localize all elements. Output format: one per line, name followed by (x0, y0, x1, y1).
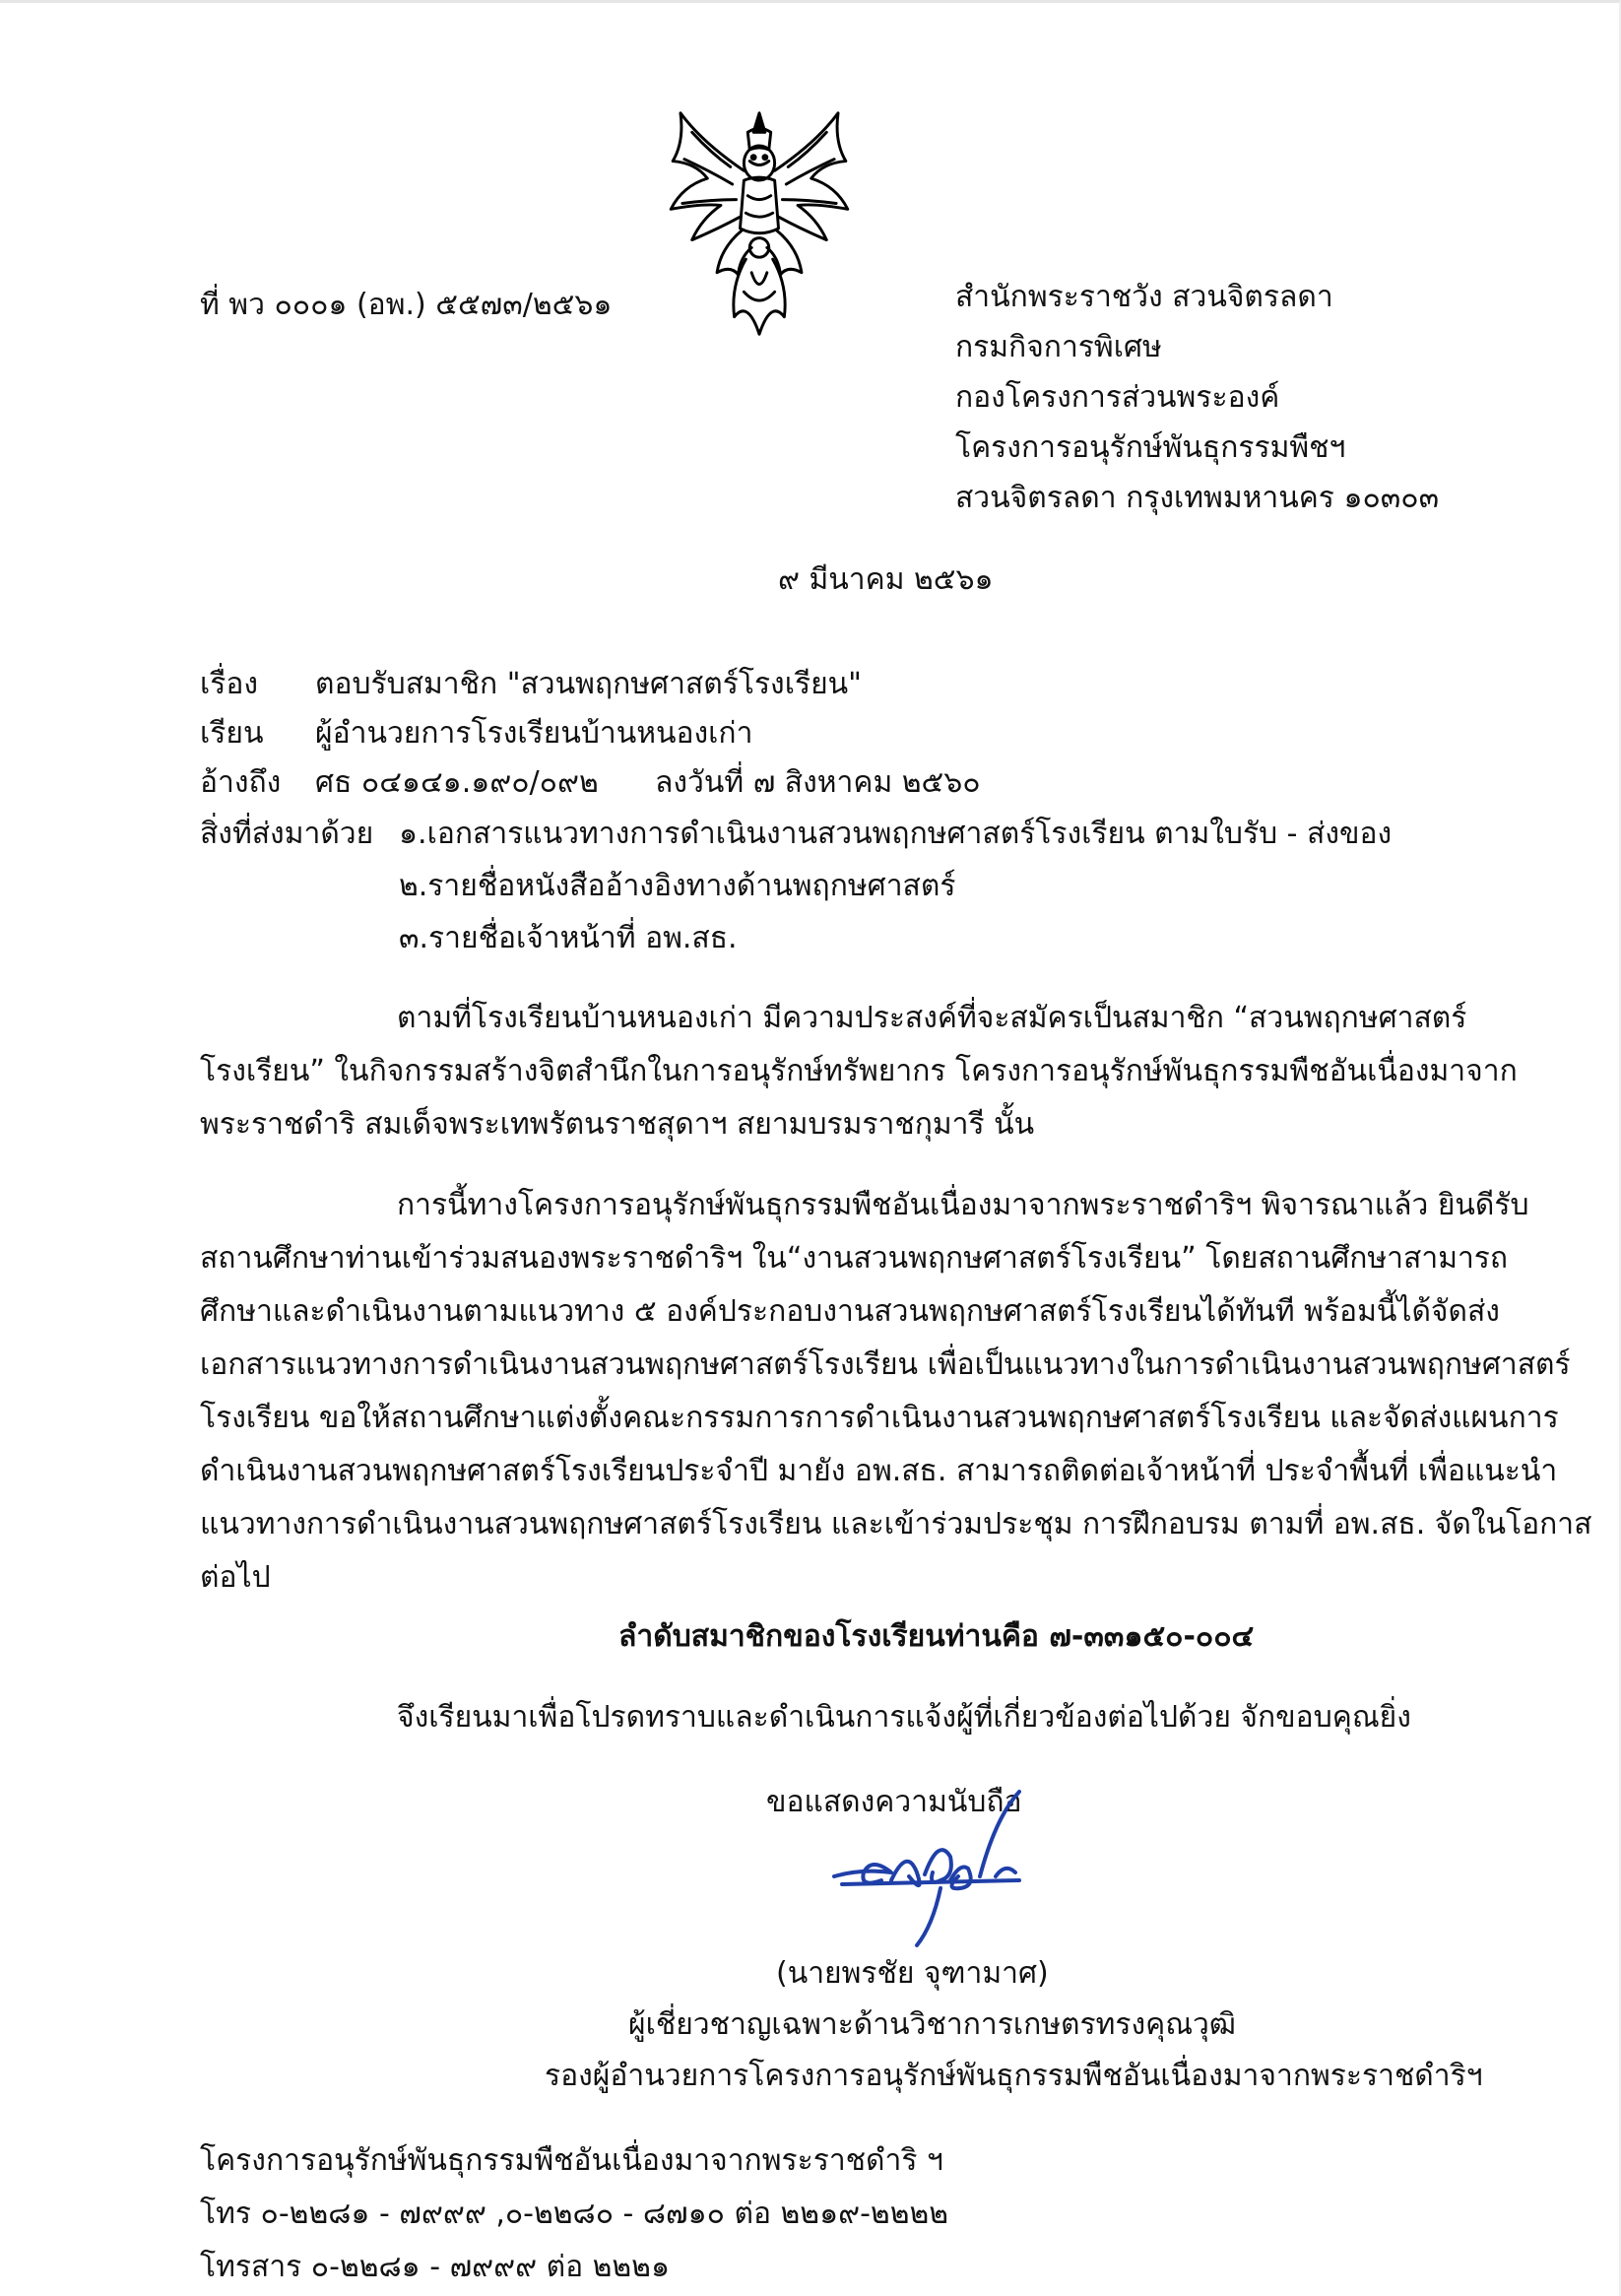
footer-fax: โทรสาร ๐-๒๒๘๑ - ๗๙๙๙ ต่อ ๒๒๒๑ (200, 2250, 670, 2284)
body-paragraph-2-line: การนี้ทางโครงการอนุรักษ์พันธุกรรมพืชอันเนื่องมาจากพระราชดำริฯ พิจารณาแล้ว ยินดีรับ (397, 1188, 1529, 1222)
handwritten-signature (822, 1778, 1059, 1950)
enclosure-item: ๓.รายชื่อเจ้าหน้าที่ อพ.สธ. (399, 921, 738, 955)
subject-label: เรื่อง (200, 667, 259, 701)
body-paragraph-2-line: เอกสารแนวทางการดำเนินงานสวนพฤกษศาสตร์โรงเรียน เพื่อเป็นแนวทางในการดำเนินงานสวนพฤกษศาสตร์ (200, 1347, 1571, 1382)
enclosures-label: สิ่งที่ส่งมาด้วย (200, 817, 374, 851)
body-paragraph-1-line: โรงเรียน” ในกิจกรรมสร้างจิตสำนึกในการอนุรักษ์ทรัพยากร โครงการอนุรักษ์พันธุกรรมพืชอันเนื่องมาจาก (200, 1054, 1518, 1088)
sender-address-line-5: สวนจิตรลดา กรุงเทพมหานคร ๑๐๓๐๓ (955, 481, 1440, 515)
letter-date: ๙ มีนาคม ๒๕๖๑ (778, 562, 994, 597)
sender-address-line-2: กรมกิจการพิเศษ (955, 330, 1162, 364)
reference-value: ศธ ๐๔๑๔๑.๑๙๐/๐๙๒ (315, 765, 599, 800)
reference-number: ที่ พว ๐๐๐๑ (อพ.) ๕๕๗๓/๒๕๖๑ (200, 288, 613, 322)
sender-address-line-1: สำนักพระราชวัง สวนจิตรลดา (955, 280, 1333, 314)
subject-value: ตอบรับสมาชิก "สวนพฤกษศาสตร์โรงเรียน" (315, 667, 862, 701)
body-paragraph-2-line: สถานศึกษาท่านเข้าร่วมสนองพระราชดำริฯ ใน“งานสวนพฤกษศาสตร์โรงเรียน” โดยสถานศึกษาสามารถ (200, 1241, 1509, 1276)
to-value: ผู้อำนวยการโรงเรียนบ้านหนองเก่า (315, 716, 753, 751)
footer-line: โครงการอนุรักษ์พันธุกรรมพืชอันเนื่องมาจากพระราชดำริ ฯ (200, 2143, 943, 2178)
body-paragraph-2-line: ศึกษาและดำเนินงานตามแนวทาง ๕ องค์ประกอบงานสวนพฤกษศาสตร์โรงเรียนได้ทันที พร้อมนี้ได้จัดส่ง (200, 1294, 1500, 1329)
sender-address-line-3: กองโครงการส่วนพระองค์ (955, 380, 1280, 415)
signer-name: (นายพรชัย จุฑามาศ) (776, 1956, 1049, 1991)
enclosure-item: ๑.เอกสารแนวทางการดำเนินงานสวนพฤกษศาสตร์โรงเรียน ตามใบรับ - ส่งของ (399, 817, 1393, 851)
salutation: ขอแสดงความนับถือ (766, 1785, 1022, 1819)
footer-phone: โทร ๐-๒๒๘๑ - ๗๙๙๙ ,๐-๒๒๘๐ - ๘๗๑๐ ต่อ ๒๒๑๙-๒๒๒๒ (200, 2197, 949, 2231)
closing-request: จึงเรียนมาเพื่อโปรดทราบและดำเนินการแจ้งผู้ที่เกี่ยวข้องต่อไปด้วย จักขอบคุณยิ่ง (397, 1700, 1411, 1735)
body-paragraph-1-line: พระราชดำริ สมเด็จพระเทพรัตนราชสุดาฯ สยามบรมราชกุมารี นั้น (200, 1107, 1035, 1142)
body-paragraph-1-line: ตามที่โรงเรียนบ้านหนองเก่า มีความประสงค์ที่จะสมัครเป็นสมาชิก “สวนพฤกษศาสตร์ (397, 1001, 1467, 1035)
body-paragraph-2-line: ต่อไป (200, 1560, 271, 1595)
member-number-line: ลำดับสมาชิกของโรงเรียนท่านคือ ๗-๓๓๑๕๐-๐๐๔ (618, 1619, 1255, 1654)
body-paragraph-2-line: ดำเนินงานสวนพฤกษศาสตร์โรงเรียนประจำปี มายัง อพ.สธ. สามารถติดต่อเจ้าหน้าที่ ประจำพื้นที่ เพื่อแนะนำ (200, 1454, 1558, 1488)
reference-label: อ้างถึง (200, 765, 282, 800)
body-paragraph-2-line: โรงเรียน ขอให้สถานศึกษาแต่งตั้งคณะกรรมการการดำเนินงานสวนพฤกษศาสตร์โรงเรียน และจัดส่งแผนการ (200, 1401, 1559, 1435)
to-label: เรียน (200, 716, 264, 751)
signer-title-1: ผู้เชี่ยวชาญเฉพาะด้านวิชาการเกษตรทรงคุณวุฒิ (628, 2007, 1236, 2042)
reference-date: ลงวันที่ ๗ สิงหาคม ๒๕๖๐ (655, 765, 981, 800)
body-paragraph-2-line: แนวทางการดำเนินงานสวนพฤกษศาสตร์โรงเรียน และเข้าร่วมประชุม การฝึกอบรม ตามที่ อพ.สธ. จัดในโอกาส (200, 1507, 1592, 1542)
sender-address-line-4: โครงการอนุรักษ์พันธุกรรมพืชฯ (955, 430, 1346, 465)
garuda-emblem-icon (662, 103, 857, 344)
enclosure-item: ๒.รายชื่อหนังสืออ้างอิงทางด้านพฤกษศาสตร์ (399, 869, 956, 903)
signer-title-2: รองผู้อำนวยการโครงการอนุรักษ์พันธุกรรมพืชอันเนื่องมาจากพระราชดำริฯ (545, 2059, 1483, 2093)
